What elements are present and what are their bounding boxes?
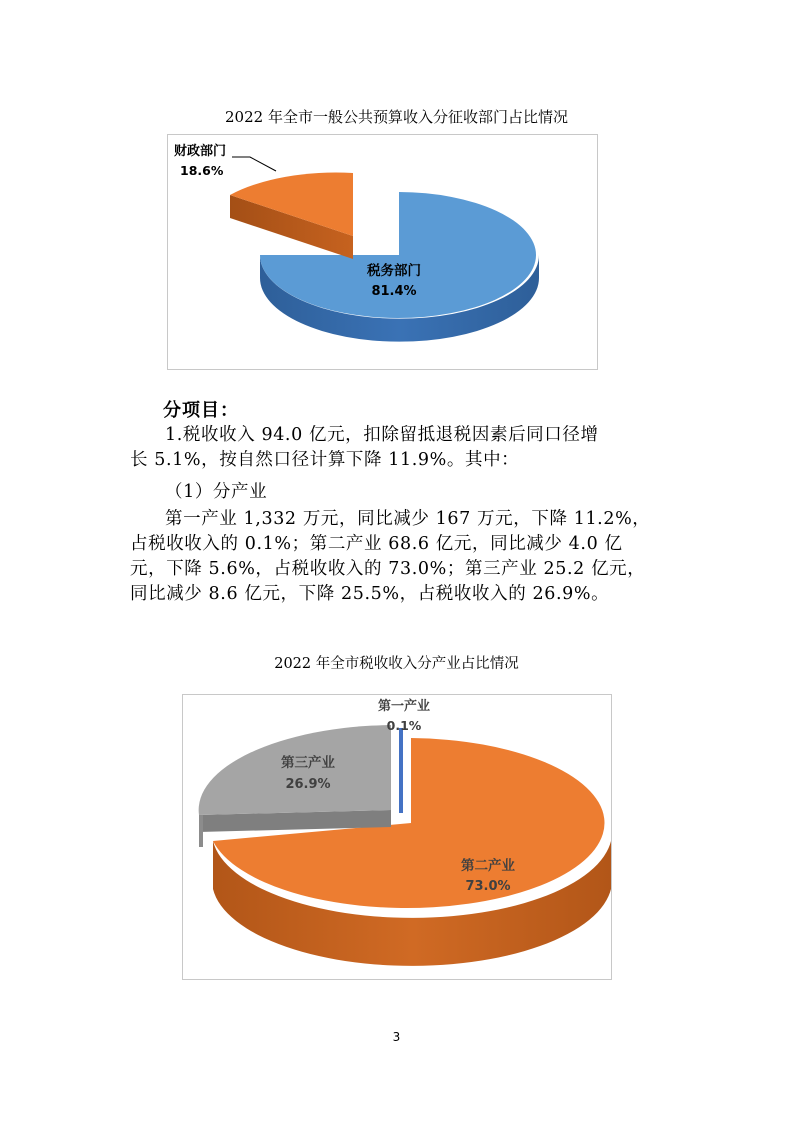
paragraph-line-6: 元，下降 5.6%，占税收收入的 73.0%；第三产业 25.2 亿元， (130, 559, 646, 579)
pie2-slice-tertiary-edge (199, 815, 203, 847)
pie2-label-primary: 第一产业 (377, 699, 431, 714)
paragraph-line-2: 长 5.1%，按自然口径计算下降 11.9%。其中： (130, 450, 520, 470)
pie2-value-tertiary: 26.9% (285, 777, 331, 792)
chart2-svg (183, 695, 611, 979)
subheading-line: （1）分产业 (165, 482, 268, 502)
pie1-value-finance: 18.6% (180, 163, 224, 178)
pie1-value-tax: 81.4% (371, 284, 417, 299)
section-heading: 分项目： (163, 400, 239, 421)
paragraph-line-5: 占税收收入的 0.1%；第二产业 68.6 亿元，同比减少 4.0 亿 (130, 534, 623, 554)
chart1-title: 2022 年全市一般公共预算收入分征收部门占比情况 (225, 108, 568, 126)
paragraph-line-1: 1.税收收入 94.0 亿元，扣除留抵退税因素后同口径增 (165, 425, 599, 445)
pie2-value-primary: 0.1% (386, 718, 422, 733)
pie2-value-secondary: 73.0% (465, 879, 511, 894)
paragraph-line-4: 第一产业 1,332 万元，同比减少 167 万元，下降 11.2%， (165, 509, 651, 529)
pie2-label-tertiary: 第三产业 (281, 755, 335, 771)
chart2-title: 2022 年全市税收收入分产业占比情况 (274, 656, 519, 672)
chart1-svg (168, 135, 597, 369)
pie2-slice-primary (399, 728, 403, 813)
page-number: 3 (392, 1030, 401, 1044)
pie1-label-finance: 财政部门 (174, 144, 227, 159)
chart1-frame (167, 134, 598, 370)
pie2-label-secondary: 第二产业 (461, 858, 515, 874)
chart2-frame (182, 694, 612, 980)
paragraph-line-7: 同比减少 8.6 亿元，下降 25.5%，占税收收入的 26.9%。 (130, 584, 610, 604)
pie1-leader-line (232, 157, 276, 171)
pie1-label-tax: 税务部门 (367, 263, 421, 279)
